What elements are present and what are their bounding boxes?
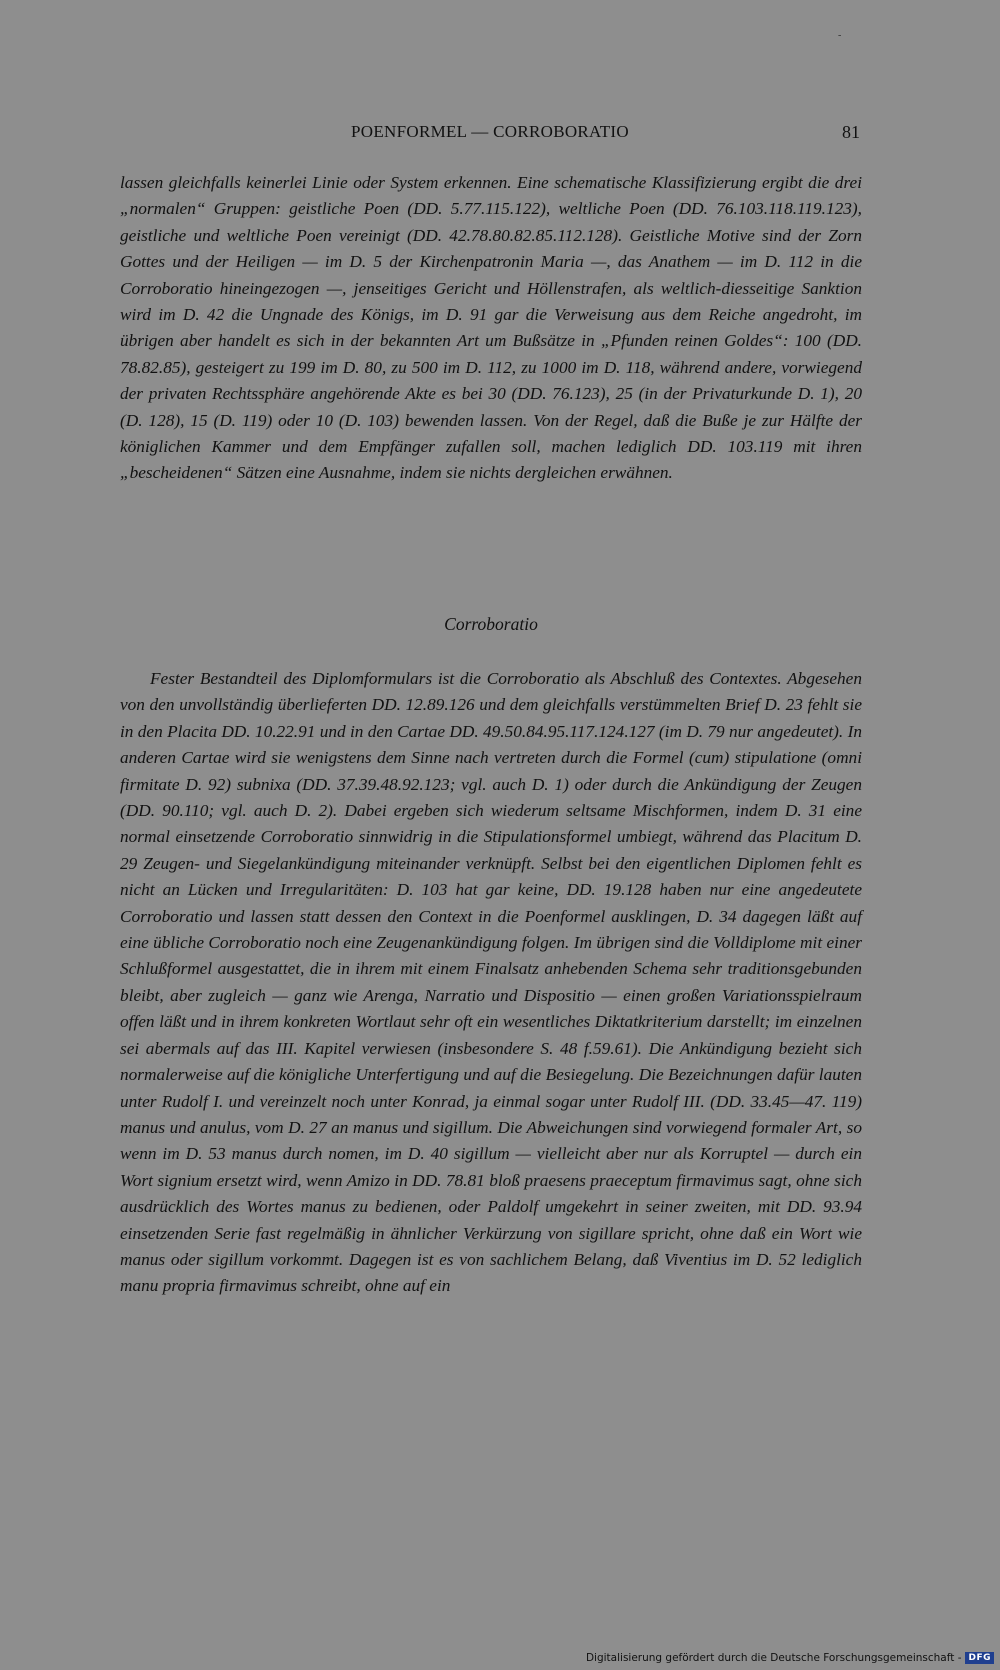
page-number: 81 [842, 122, 860, 142]
section-heading: Corroboratio [444, 614, 538, 634]
scan-mark: - [838, 30, 842, 41]
body-text-upper [120, 170, 862, 487]
running-header [120, 122, 860, 146]
digitization-footer [586, 1650, 994, 1666]
body-text-lower [120, 666, 862, 1300]
footer-text: Digitalisierung gefördert durch die Deutsche Forschungsgemeinschaft - [585, 1652, 962, 1664]
dfg-logo: DFG [965, 1652, 994, 1664]
paragraph-poenformel: lassen gleichfalls keinerlei Linie oder System erkennen. Eine schematische Klassifizierung ergibt die drei „normalen“ Gruppen: geistliche Poen (DD. 5.77.115.122), weltliche Poen (DD. 76.103.118.119.123), geistliche und weltliche Poen vereinigt (DD. 42.78.80.82.85.112.128). Geistliche Motive sind der Zorn Gottes und der Heiligen — im D. 5 der Kirchenpatronin Maria —, das Anathem — im D. 112 in die Corroboratio hineingezogen —, jenseitiges Gericht und Höllenstrafen, als weltlich-diesseitige Sanktion wird im D. 42 die Ungnade des Königs, im D. 91 gar die Verweisung aus dem Reiche angedroht, im übrigen aber handelt es sich in der bekannten Art um Bußsätze in „Pfunden reinen Goldes“: 100 (DD. 78.82.85), gesteigert zu 199 im D. 80, zu 500 im D. 112, zu 1000 im D. 118, während andere, vorwiegend der privaten Rechtssphäre angehörende Akte es bei 30 (DD. 76.123), 25 (in der Privaturkunde D. 1), 20 (D. 128), 15 (D. 119) oder 10 (D. 103) bewenden lassen. Von der Regel, daß die Buße je zur Hälfte der königlichen Kammer und dem Empfänger zufallen soll, machen lediglich DD. 103.119 mit ihren „bescheidenen“ Sätzen eine Ausnahme, indem sie nichts dergleichen erwähnen. [120, 173, 862, 483]
header-title: POENFORMEL — CORROBORATIO [351, 122, 629, 141]
paragraph-corroboratio: Fester Bestandteil des Diplomformulars ist die Corroboratio als Abschluß des Contextes. Abgesehen von den unvollständig überlieferten DD. 12.89.126 und dem gleichfalls verstümmelten Brief D. 23 fehlt sie in den Placita DD. 10.22.91 und in den Cartae DD. 49.50.84.95.117.124.127 (im D. 79 nur angedeutet). In anderen Cartae wird sie wenigstens dem Sinne nach vertreten durch die Formel (cum) stipulatione (omni firmitate D. 92) subnixa (DD. 37.39.48.92.123; vgl. auch D. 1) oder durch die Ankündigung der Zeugen (DD. 90.110; vgl. auch D. 2). Dabei ergeben sich wiederum seltsame Mischformen, indem D. 31 eine normal einsetzende Corroboratio sinnwidrig in die Stipulationsformel umbiegt, während das Placitum D. 29 Zeugen- und Siegelankündigung miteinander verknüpft. Selbst bei den eigentlichen Diplomen fehlt es nicht an Lücken und Irregularitäten: D. 103 hat gar keine, DD. 19.128 haben nur eine angedeutete Corroboratio und lassen statt dessen den Context in die Poenformel ausklingen, D. 34 dagegen läßt auf eine übliche Corroboratio noch eine Zeugenankündigung folgen. Im übrigen sind die Volldiplome mit einer Schlußformel ausgestattet, die in ihrem mit einem Finalsatz anhebenden Schema sehr traditionsgebunden bleibt, aber zugleich — ganz wie Arenga, Narratio und Dispositio — einen großen Variationsspielraum offen läßt und in ihrem konkreten Wortlaut sehr oft ein wesentliches Diktatkriterium darstellt; im einzelnen sei abermals auf das III. Kapitel verwiesen (insbesondere S. 48 f.59.61). Die Ankündigung bezieht sich normalerweise auf die königliche Unterfertigung und auf die Besiegelung. Die Bezeichnungen dafür lauten unter Rudolf I. und vereinzelt noch unter Konrad, ja einmal sogar unter Rudolf III. (DD. 33.45—47. 119) manus und anulus, vom D. 27 an manus und sigillum. Die Abweichungen sind vorwiegend formaler Art, so wenn im D. 53 manus durch nomen, im D. 40 sigillum — vielleicht aber nur als Korruptel — durch ein Wort signium ersetzt wird, wenn Amizo in DD. 78.81 bloß praesens praeceptum firmavimus sagt, ohne sich ausdrücklich des Wortes manus zu bedienen, oder Paldolf umgekehrt in seiner zweiten, mit DD. 93.94 einsetzenden Serie fast regelmäßig in ähnlicher Verkürzung von sigillare spricht, ohne daß ein Wort wie manus oder sigillum vorkommt. Dagegen ist es von sachlichem Belang, daß Viventius im D. 52 lediglich manu propria firmavimus schreibt, ohne auf ein [120, 669, 862, 1296]
